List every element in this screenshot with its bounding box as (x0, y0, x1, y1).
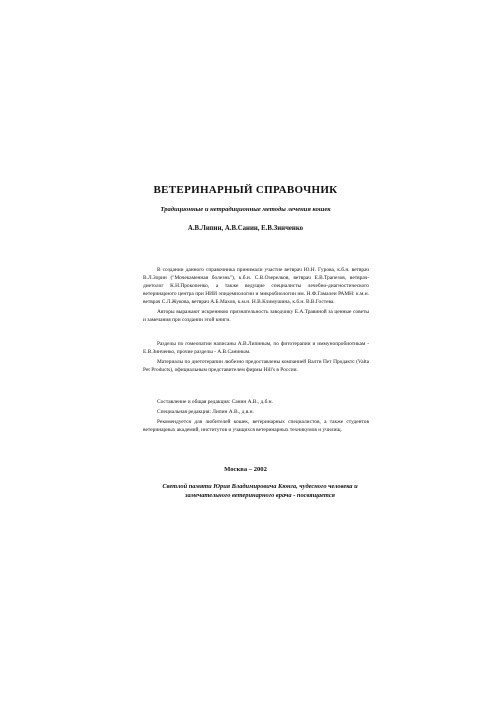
editorial-section (143, 398, 369, 436)
contributors-section (143, 266, 369, 326)
book-title: ВЕТЕРИНАРНЫЙ СПРАВОЧНИК (153, 184, 338, 196)
book-authors: А.В.Липин, А.В.Санин, Е.В.Зинченко (187, 225, 304, 232)
general-editor-line: Составление и общая редакция: Санин А.В., д.б.н. (157, 399, 273, 405)
sections-authorship (143, 340, 369, 376)
book-subtitle: Традиционные и нетрадиционные методы лечения кошек (160, 206, 331, 213)
contributors-paragraph: В создании данного справочника принимали участие ветврач Ю.Н. Гурова, к.б.н. ветврач В.Л.Зорин ("Мочекаменная болезнь"), к.б.н. С.В.Озерелков, ветврач Е.В.Трапезов, ветврач-диетолог К.Н.Прокопенко, а также ведущие специалисты лечебно-диагностического ветеринарного центра при НИИ эпидемиологии и микробиологии им. Н.Ф.Гамалеи РАМН: к.м.н. ветврач С.Л.Жукова, ветврач А.Б.Махов, к.м.н. Н.В.Климушина, к.б.н. В.В.Гостева. (143, 267, 369, 305)
diet-materials-paragraph: Материалы по диетотерапии любезно предоставлены компанией Валти Пет Продактс (Valta Pet Products), официальным представителем фирмы Hill's в России. (143, 359, 369, 373)
city-year: Москва – 2002 (224, 466, 267, 473)
sections-paragraph: Разделы по гомеопатии написаны А.В.Липиным, по фитотерапии и иммунопробиотикам - Е.В.Зинченко, прочие разделы - А.В.Саниным. (143, 341, 369, 355)
dedication: Светлой памяти Юрия Владимировича Кюнга, чудесного человека и замечательного ветеринарного врача - посвящается (162, 483, 358, 499)
special-editor-line: Специальная редакция: Липин А.В., д.в.н. (157, 409, 254, 415)
recommendation-paragraph: Рекомендуется для любителей кошек, ветеринарных специалистов, а также студентов ветеринарных академий, институтов и учащихся ветеринарных техникумов и училищ. (143, 419, 369, 433)
acknowledgement-paragraph: Авторы выражают искреннюю признательность заводчику Е.А.Травиной за ценные советы и замечания при создании этой книги. (143, 309, 369, 323)
